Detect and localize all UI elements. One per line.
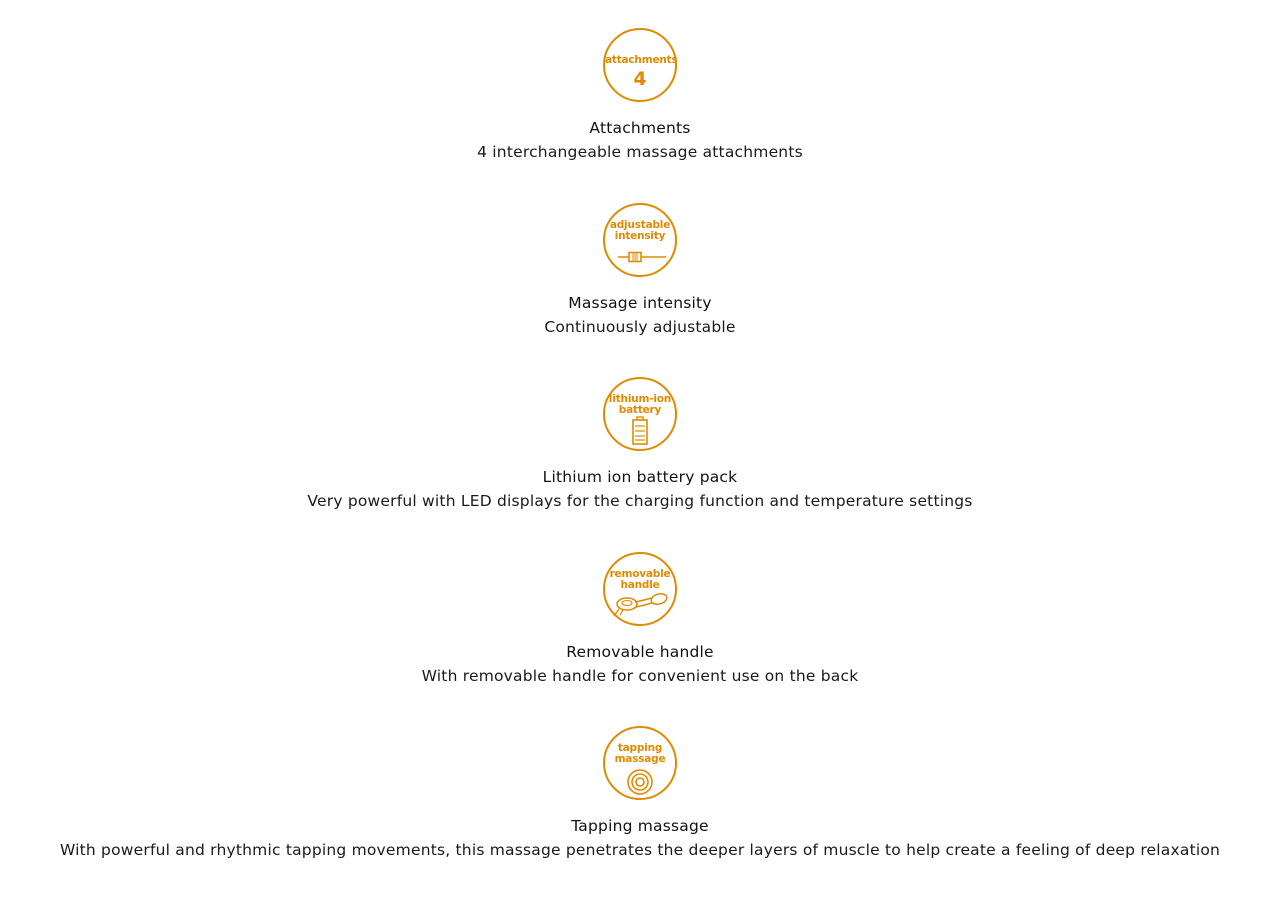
badge-label-line: removable <box>609 568 671 580</box>
feature-description: With powerful and rhythmic tapping movements, this massage penetrates the deeper layers of muscle to help create a feeling of deep relaxation <box>59 841 1221 859</box>
feature-attachments <box>0 28 1280 162</box>
feature-removable-handle <box>0 552 1280 686</box>
badge-label-line: battery <box>618 403 662 416</box>
concentric-circles-glyph-icon <box>605 728 675 798</box>
battery-glyph-icon <box>605 379 675 449</box>
massager-handle-glyph-icon <box>605 554 675 624</box>
slider-glyph-icon <box>605 205 675 275</box>
badge-value: 4 <box>633 68 647 90</box>
badge-label-line: massage <box>614 752 666 765</box>
attachments-icon <box>603 28 677 102</box>
feature-tapping-massage <box>0 726 1280 860</box>
feature-title: Attachments <box>589 119 691 137</box>
feature-title: Removable handle <box>566 643 714 661</box>
feature-description: 4 interchangeable massage attachments <box>477 143 803 161</box>
feature-title: Tapping massage <box>571 817 709 835</box>
feature-title: Lithium ion battery pack <box>542 468 738 486</box>
badge-label-line: lithium-ion <box>608 393 672 405</box>
adjustable-intensity-icon <box>603 203 677 277</box>
badge-label-line: adjustable <box>609 219 671 231</box>
badge-label-line: tapping <box>617 742 663 754</box>
feature-description: With removable handle for convenient use on the back <box>421 667 859 685</box>
feature-description: Continuously adjustable <box>544 318 736 336</box>
badge-label <box>605 54 678 66</box>
feature-title: Massage intensity <box>568 294 712 312</box>
removable-handle-icon <box>603 552 677 626</box>
lithium-ion-battery-icon <box>603 377 677 451</box>
feature-description: Very powerful with LED displays for the charging function and temperature settings <box>307 492 973 510</box>
badge-label-line: attachments <box>605 54 678 66</box>
feature-lithium-ion-battery <box>0 377 1280 511</box>
tapping-massage-icon <box>603 726 677 800</box>
feature-massage-intensity <box>0 203 1280 337</box>
badge-label-line: handle <box>620 578 660 591</box>
badge-label-line: intensity <box>614 229 666 242</box>
